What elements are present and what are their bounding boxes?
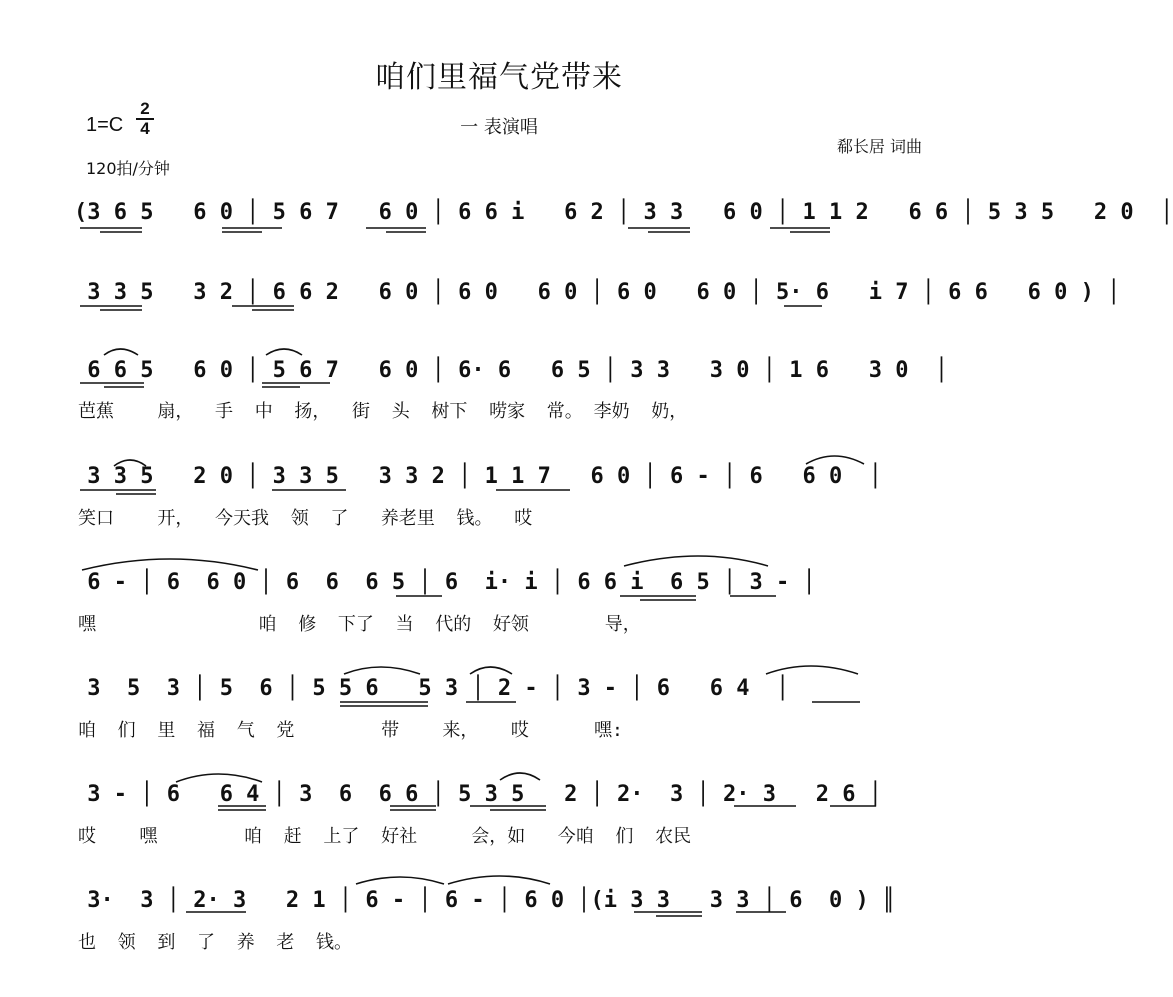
- notation-line-7: 3 - │ 6 6 4 │ 3 6 6 6 │ 5 3 5 2 │ 2· 3 │ 2· 3 2 6 │: [74, 782, 882, 807]
- lyrics-line-6: 咱 们 里 福 气 党 带 来， 哎 嘿:: [78, 720, 623, 741]
- lyrics-line-4: 笑口 开， 今天我 领 了 养老里 钱。 哎: [78, 508, 533, 529]
- time-signature-numerator: 2: [136, 100, 154, 120]
- notation-line-5: 6 - │ 6 6 0 │ 6 6 6 5 │ 6 i· i │ 6 6 i 6 5 │ 3 - │: [74, 570, 816, 595]
- performance-style: 一 表演唱: [460, 117, 538, 138]
- lyrics-line-8: 也 领 到 了 养 老 钱。: [78, 932, 353, 953]
- notation-line-8: 3· 3 │ 2· 3 2 1 │ 6 - │ 6 - │ 6 0 │(i 3 3 3 3 │ 6 0 ) ║: [74, 888, 896, 913]
- tempo-marking: 120拍/分钟: [86, 159, 170, 178]
- notation-line-2: 3 3 5 3 2 │ 6 6 2 6 0 │ 6 0 6 0 │ 6 0 6 0 │ 5· 6 i 7 │ 6 6 6 0 ) │: [74, 280, 1121, 305]
- notation-line-3: 6 6 5 6 0 │ 5 6 7 6 0 │ 6· 6 6 5 │ 3 3 3 0 │ 1 6 3 0 │: [74, 358, 949, 383]
- key-signature: 1=C: [86, 114, 124, 136]
- notation-line-6: 3 5 3 │ 5 6 │ 5 5 6 5 3 │ 2 - │ 3 - │ 6 6 4 │: [74, 676, 790, 701]
- composer-credit: 郗长居 词曲: [836, 137, 922, 156]
- notation-line-4: 3 3 5 2 0 │ 3 3 5 3 3 2 │ 1 1 7 6 0 │ 6 - │ 6 6 0 │: [74, 464, 882, 489]
- lyrics-line-7: 哎 嘿 咱 赶 上了 好社 会，如 今咱 们 农民: [78, 826, 692, 847]
- lyrics-line-5: 嘿 咱 修 下了 当 代的 好领 导，: [78, 614, 641, 635]
- song-title: 咱们里福气党带来: [375, 60, 623, 95]
- notation-line-1: (3 6 5 6 0 │ 5 6 7 6 0 │ 6 6 i 6 2 │ 3 3 6 0 │ 1 1 2 6 6 │ 5 3 5 2 0 │: [74, 200, 1173, 225]
- time-signature-denominator: 4: [140, 119, 150, 138]
- lyrics-line-3: 芭蕉 扇， 手 中 扬， 街 头 树下 唠家 常。 李奶 奶，: [78, 401, 688, 422]
